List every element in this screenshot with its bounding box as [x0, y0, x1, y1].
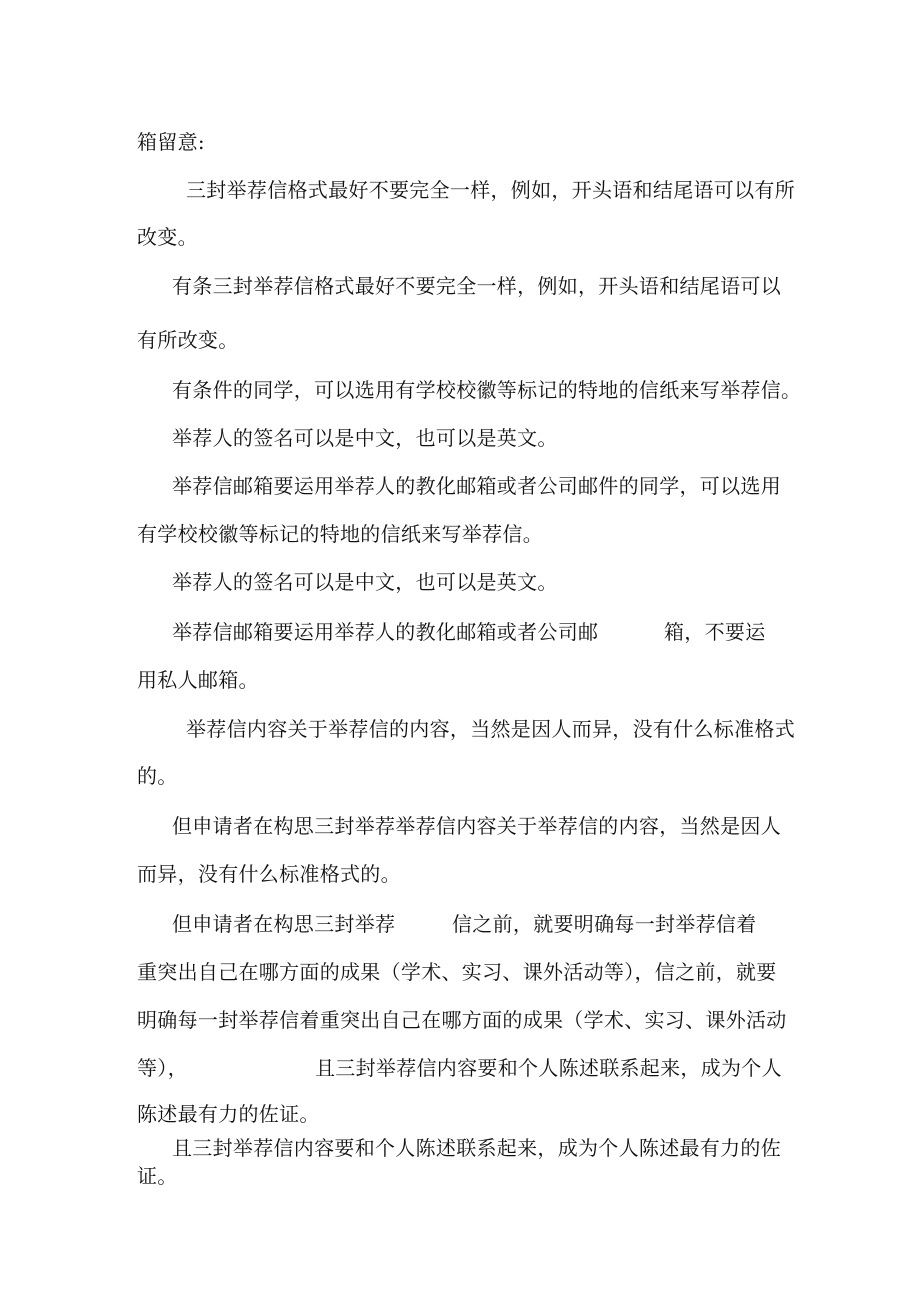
text-line: 有学校校徽等标记的特地的信纸来写举荐信。 [137, 522, 543, 546]
text-line: 的。 [137, 764, 178, 788]
text-line: 明确每一封举荐信着重突出自己在哪方面的成果（学术、实习、课外活动 [137, 1008, 787, 1032]
text-line: 陈述最有力的佐证。 [137, 1102, 320, 1126]
text-line-split [172, 618, 772, 646]
text-segment: 且三封举荐信内容要和个人陈述联系起来，成为个人 [315, 1056, 782, 1080]
text-line: 举荐信邮箱要运用举荐人的教化邮箱或者公司邮件的同学，可以选用 [172, 474, 781, 498]
text-line: 用私人邮箱。 [137, 668, 259, 692]
text-line: 证。 [137, 1164, 178, 1188]
text-line: 而异，没有什么标准格式的。 [137, 862, 401, 886]
text-line-split [172, 910, 772, 938]
text-line: 重突出自己在哪方面的成果（学术、实习、课外活动等），信之前，就要 [137, 960, 777, 984]
text-line: 但申请者在构思三封举荐举荐信内容关于举荐信的内容，当然是因人 [172, 814, 781, 838]
text-line: 改变。 [137, 225, 198, 249]
text-line: 有条件的同学，可以选用有学校校徽等标记的特地的信纸来写举荐信。 [172, 378, 802, 402]
text-segment: 等）， [137, 1056, 188, 1080]
text-line: 有所改变。 [137, 328, 239, 352]
text-segment: 箱，不要运 [664, 620, 766, 644]
text-line: 且三封举荐信内容要和个人陈述联系起来，成为个人陈述最有力的佐 [172, 1136, 781, 1160]
text-line: 有条三封举荐信格式最好不要完全一样，例如，开头语和结尾语可以 [172, 274, 781, 298]
text-line: 举荐人的签名可以是中文，也可以是英文。 [172, 426, 558, 450]
text-line: 举荐信内容关于举荐信的内容，当然是因人而异，没有什么标准格式 [186, 717, 795, 741]
text-line: 举荐人的签名可以是中文，也可以是英文。 [172, 570, 558, 594]
text-segment: 信之前，就要明确每一封举荐信着 [452, 912, 757, 936]
text-segment: 但申请者在构思三封举荐 [172, 912, 396, 936]
text-line-split [137, 1054, 782, 1082]
text-segment: 举荐信邮箱要运用举荐人的教化邮箱或者公司邮 [172, 620, 599, 644]
text-line: 三封举荐信格式最好不要完全一样，例如，开头语和结尾语可以有所 [186, 178, 795, 202]
text-line: 箱留意: [137, 130, 205, 154]
